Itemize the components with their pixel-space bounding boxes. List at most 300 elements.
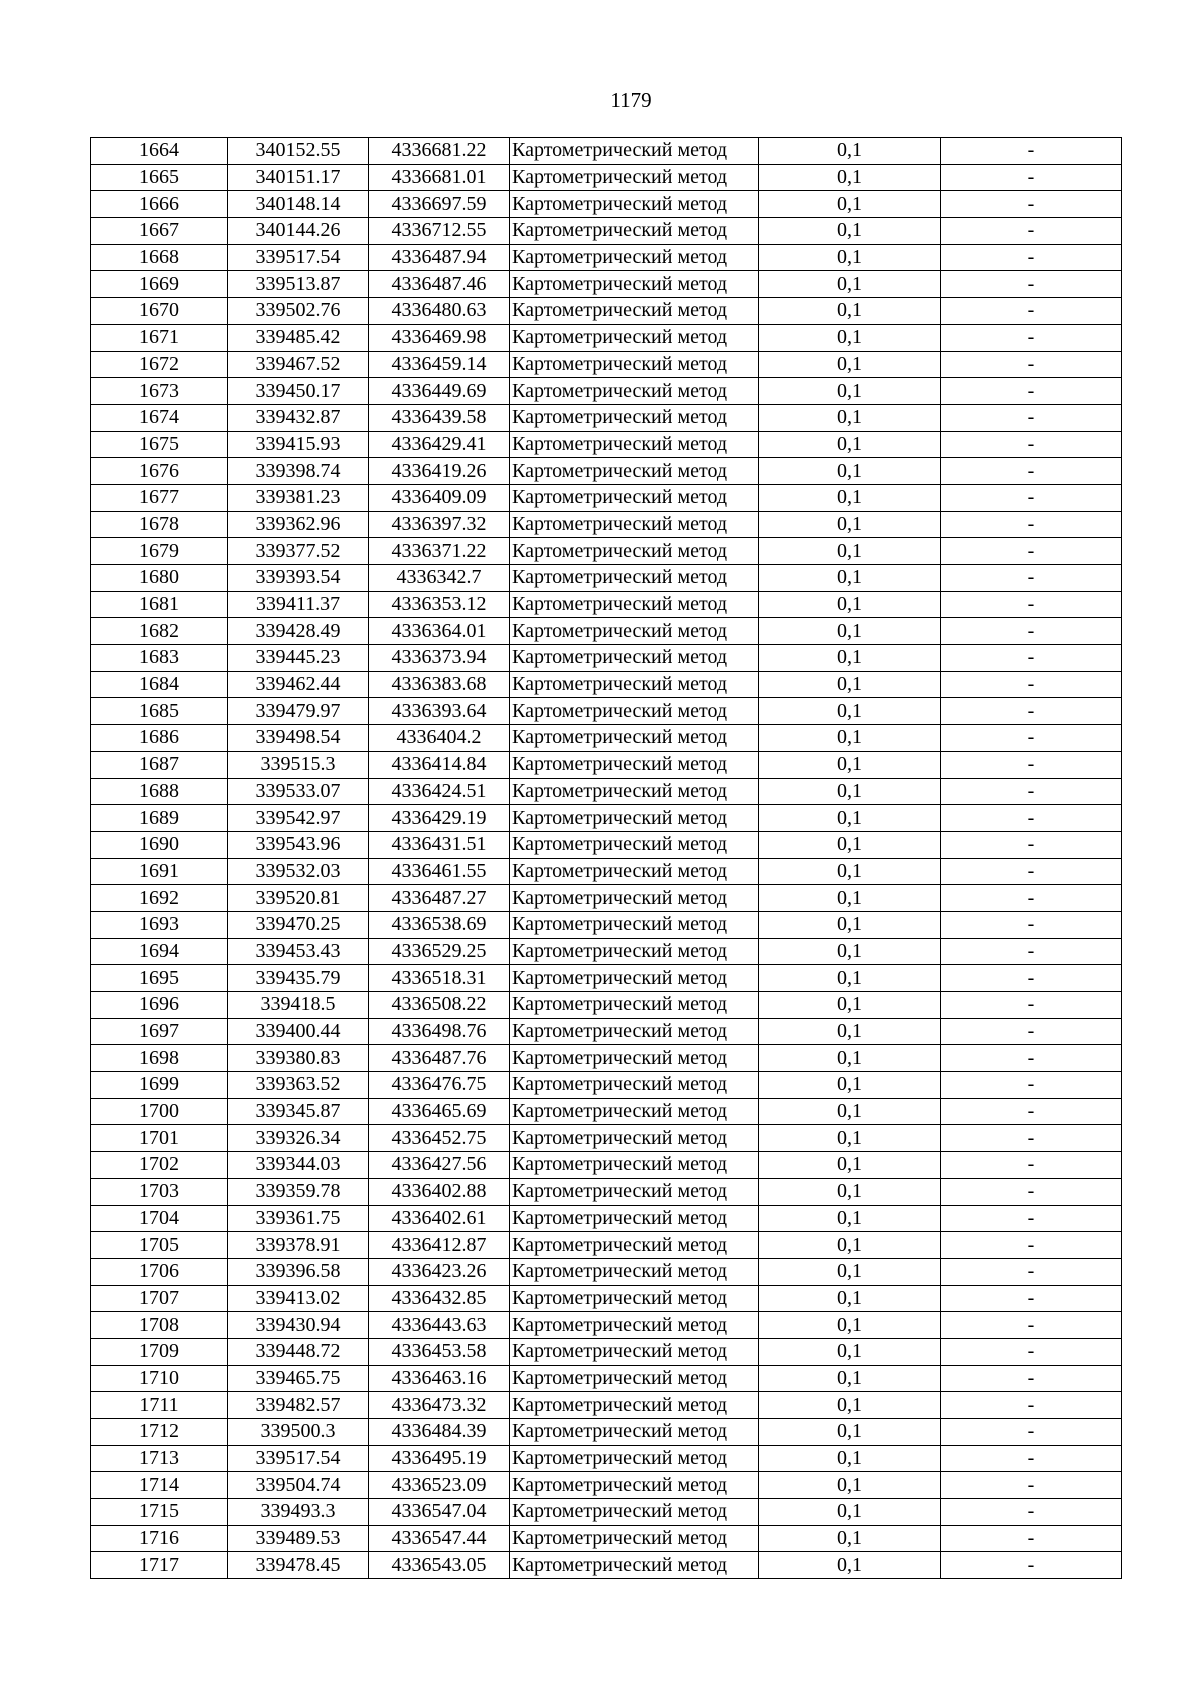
- point-number-cell: 1688: [91, 778, 228, 805]
- x-coordinate-cell: 339378.91: [228, 1232, 369, 1259]
- note-cell: -: [941, 271, 1122, 298]
- table-row: [91, 1205, 1122, 1232]
- accuracy-cell: 0,1: [759, 1072, 941, 1099]
- x-coordinate-cell: 339400.44: [228, 1018, 369, 1045]
- note-cell: -: [941, 351, 1122, 378]
- point-number-cell: 1712: [91, 1419, 228, 1446]
- table-row: [91, 1472, 1122, 1499]
- accuracy-cell: 0,1: [759, 831, 941, 858]
- table-row: [91, 1072, 1122, 1099]
- method-cell: Картометрический метод: [510, 565, 759, 592]
- x-coordinate-cell: 339361.75: [228, 1205, 369, 1232]
- point-number-cell: 1710: [91, 1365, 228, 1392]
- table-row: [91, 351, 1122, 378]
- accuracy-cell: 0,1: [759, 1365, 941, 1392]
- method-cell: Картометрический метод: [510, 218, 759, 245]
- note-cell: -: [941, 725, 1122, 752]
- table-row: [91, 1499, 1122, 1526]
- y-coordinate-cell: 4336429.41: [369, 431, 510, 458]
- method-cell: Картометрический метод: [510, 1365, 759, 1392]
- method-cell: Картометрический метод: [510, 431, 759, 458]
- point-number-cell: 1699: [91, 1072, 228, 1099]
- method-cell: Картометрический метод: [510, 1125, 759, 1152]
- method-cell: Картометрический метод: [510, 511, 759, 538]
- method-cell: Картометрический метод: [510, 911, 759, 938]
- point-number-cell: 1704: [91, 1205, 228, 1232]
- x-coordinate-cell: 339381.23: [228, 484, 369, 511]
- x-coordinate-cell: 339504.74: [228, 1472, 369, 1499]
- table-row: [91, 431, 1122, 458]
- y-coordinate-cell: 4336427.56: [369, 1152, 510, 1179]
- note-cell: -: [941, 1472, 1122, 1499]
- x-coordinate-cell: 340152.55: [228, 138, 369, 165]
- y-coordinate-cell: 4336449.69: [369, 378, 510, 405]
- y-coordinate-cell: 4336523.09: [369, 1472, 510, 1499]
- method-cell: Картометрический метод: [510, 1072, 759, 1099]
- note-cell: -: [941, 1525, 1122, 1552]
- accuracy-cell: 0,1: [759, 565, 941, 592]
- method-cell: Картометрический метод: [510, 484, 759, 511]
- point-number-cell: 1678: [91, 511, 228, 538]
- point-number-cell: 1706: [91, 1258, 228, 1285]
- accuracy-cell: 0,1: [759, 698, 941, 725]
- point-number-cell: 1675: [91, 431, 228, 458]
- point-number-cell: 1667: [91, 218, 228, 245]
- note-cell: -: [941, 191, 1122, 218]
- method-cell: Картометрический метод: [510, 1045, 759, 1072]
- y-coordinate-cell: 4336712.55: [369, 218, 510, 245]
- point-number-cell: 1664: [91, 138, 228, 165]
- x-coordinate-cell: 339435.79: [228, 965, 369, 992]
- y-coordinate-cell: 4336461.55: [369, 858, 510, 885]
- page-number: 1179: [610, 88, 652, 112]
- note-cell: -: [941, 164, 1122, 191]
- point-number-cell: 1701: [91, 1125, 228, 1152]
- point-number-cell: 1708: [91, 1312, 228, 1339]
- note-cell: -: [941, 1152, 1122, 1179]
- table-row: [91, 1285, 1122, 1312]
- point-number-cell: 1696: [91, 992, 228, 1019]
- note-cell: -: [941, 911, 1122, 938]
- x-coordinate-cell: 339363.52: [228, 1072, 369, 1099]
- note-cell: -: [941, 885, 1122, 912]
- note-cell: -: [941, 591, 1122, 618]
- accuracy-cell: 0,1: [759, 725, 941, 752]
- y-coordinate-cell: 4336459.14: [369, 351, 510, 378]
- x-coordinate-cell: 339498.54: [228, 725, 369, 752]
- table-row: [91, 698, 1122, 725]
- note-cell: -: [941, 484, 1122, 511]
- y-coordinate-cell: 4336371.22: [369, 538, 510, 565]
- method-cell: Картометрический метод: [510, 458, 759, 485]
- accuracy-cell: 0,1: [759, 191, 941, 218]
- method-cell: Картометрический метод: [510, 1338, 759, 1365]
- accuracy-cell: 0,1: [759, 1018, 941, 1045]
- method-cell: Картометрический метод: [510, 805, 759, 832]
- table-row: [91, 1365, 1122, 1392]
- method-cell: Картометрический метод: [510, 965, 759, 992]
- note-cell: -: [941, 805, 1122, 832]
- x-coordinate-cell: 340144.26: [228, 218, 369, 245]
- x-coordinate-cell: 339362.96: [228, 511, 369, 538]
- x-coordinate-cell: 339493.3: [228, 1499, 369, 1526]
- y-coordinate-cell: 4336469.98: [369, 324, 510, 351]
- note-cell: -: [941, 1312, 1122, 1339]
- accuracy-cell: 0,1: [759, 1125, 941, 1152]
- point-number-cell: 1666: [91, 191, 228, 218]
- x-coordinate-cell: 339450.17: [228, 378, 369, 405]
- note-cell: -: [941, 1258, 1122, 1285]
- y-coordinate-cell: 4336681.01: [369, 164, 510, 191]
- note-cell: -: [941, 858, 1122, 885]
- accuracy-cell: 0,1: [759, 324, 941, 351]
- method-cell: Картометрический метод: [510, 1312, 759, 1339]
- table-row: [91, 618, 1122, 645]
- point-number-cell: 1670: [91, 298, 228, 325]
- x-coordinate-cell: 339517.54: [228, 244, 369, 271]
- method-cell: Картометрический метод: [510, 1152, 759, 1179]
- x-coordinate-cell: 339479.97: [228, 698, 369, 725]
- note-cell: -: [941, 1178, 1122, 1205]
- point-number-cell: 1695: [91, 965, 228, 992]
- y-coordinate-cell: 4336412.87: [369, 1232, 510, 1259]
- point-number-cell: 1702: [91, 1152, 228, 1179]
- x-coordinate-cell: 339345.87: [228, 1098, 369, 1125]
- note-cell: -: [941, 511, 1122, 538]
- method-cell: Картометрический метод: [510, 778, 759, 805]
- accuracy-cell: 0,1: [759, 458, 941, 485]
- point-number-cell: 1680: [91, 565, 228, 592]
- accuracy-cell: 0,1: [759, 1205, 941, 1232]
- point-number-cell: 1707: [91, 1285, 228, 1312]
- accuracy-cell: 0,1: [759, 1178, 941, 1205]
- x-coordinate-cell: 339413.02: [228, 1285, 369, 1312]
- method-cell: Картометрический метод: [510, 271, 759, 298]
- table-row: [91, 1312, 1122, 1339]
- y-coordinate-cell: 4336453.58: [369, 1338, 510, 1365]
- x-coordinate-cell: 339465.75: [228, 1365, 369, 1392]
- y-coordinate-cell: 4336487.76: [369, 1045, 510, 1072]
- note-cell: -: [941, 1338, 1122, 1365]
- table-row: [91, 271, 1122, 298]
- method-cell: Картометрический метод: [510, 1472, 759, 1499]
- y-coordinate-cell: 4336452.75: [369, 1125, 510, 1152]
- table-row: [91, 1232, 1122, 1259]
- x-coordinate-cell: 339542.97: [228, 805, 369, 832]
- method-cell: Картометрический метод: [510, 351, 759, 378]
- x-coordinate-cell: 339543.96: [228, 831, 369, 858]
- table-row: [91, 805, 1122, 832]
- table-row: [91, 591, 1122, 618]
- note-cell: -: [941, 645, 1122, 672]
- x-coordinate-cell: 339533.07: [228, 778, 369, 805]
- point-number-cell: 1672: [91, 351, 228, 378]
- y-coordinate-cell: 4336429.19: [369, 805, 510, 832]
- accuracy-cell: 0,1: [759, 992, 941, 1019]
- note-cell: -: [941, 938, 1122, 965]
- table-row: [91, 1392, 1122, 1419]
- point-number-cell: 1713: [91, 1445, 228, 1472]
- x-coordinate-cell: 339432.87: [228, 404, 369, 431]
- x-coordinate-cell: 339467.52: [228, 351, 369, 378]
- x-coordinate-cell: 339500.3: [228, 1419, 369, 1446]
- table-row: [91, 671, 1122, 698]
- method-cell: Картометрический метод: [510, 618, 759, 645]
- note-cell: -: [941, 1072, 1122, 1099]
- y-coordinate-cell: 4336424.51: [369, 778, 510, 805]
- y-coordinate-cell: 4336473.32: [369, 1392, 510, 1419]
- y-coordinate-cell: 4336432.85: [369, 1285, 510, 1312]
- method-cell: Картометрический метод: [510, 751, 759, 778]
- note-cell: -: [941, 378, 1122, 405]
- y-coordinate-cell: 4336529.25: [369, 938, 510, 965]
- point-number-cell: 1717: [91, 1552, 228, 1579]
- method-cell: Картометрический метод: [510, 1232, 759, 1259]
- method-cell: Картометрический метод: [510, 591, 759, 618]
- accuracy-cell: 0,1: [759, 805, 941, 832]
- method-cell: Картометрический метод: [510, 1018, 759, 1045]
- x-coordinate-cell: 339398.74: [228, 458, 369, 485]
- method-cell: Картометрический метод: [510, 138, 759, 165]
- x-coordinate-cell: 339393.54: [228, 565, 369, 592]
- note-cell: -: [941, 1552, 1122, 1579]
- accuracy-cell: 0,1: [759, 591, 941, 618]
- x-coordinate-cell: 339428.49: [228, 618, 369, 645]
- accuracy-cell: 0,1: [759, 1419, 941, 1446]
- accuracy-cell: 0,1: [759, 751, 941, 778]
- y-coordinate-cell: 4336423.26: [369, 1258, 510, 1285]
- y-coordinate-cell: 4336419.26: [369, 458, 510, 485]
- note-cell: -: [941, 1285, 1122, 1312]
- method-cell: Картометрический метод: [510, 858, 759, 885]
- y-coordinate-cell: 4336476.75: [369, 1072, 510, 1099]
- point-number-cell: 1671: [91, 324, 228, 351]
- method-cell: Картометрический метод: [510, 725, 759, 752]
- y-coordinate-cell: 4336681.22: [369, 138, 510, 165]
- table-row: [91, 191, 1122, 218]
- point-number-cell: 1687: [91, 751, 228, 778]
- point-number-cell: 1669: [91, 271, 228, 298]
- y-coordinate-cell: 4336484.39: [369, 1419, 510, 1446]
- point-number-cell: 1691: [91, 858, 228, 885]
- method-cell: Картометрический метод: [510, 671, 759, 698]
- note-cell: -: [941, 992, 1122, 1019]
- x-coordinate-cell: 339520.81: [228, 885, 369, 912]
- point-number-cell: 1676: [91, 458, 228, 485]
- table-body: [91, 138, 1122, 1579]
- note-cell: -: [941, 618, 1122, 645]
- y-coordinate-cell: 4336402.88: [369, 1178, 510, 1205]
- note-cell: -: [941, 1018, 1122, 1045]
- point-number-cell: 1668: [91, 244, 228, 271]
- accuracy-cell: 0,1: [759, 645, 941, 672]
- accuracy-cell: 0,1: [759, 778, 941, 805]
- table-row: [91, 565, 1122, 592]
- y-coordinate-cell: 4336538.69: [369, 911, 510, 938]
- accuracy-cell: 0,1: [759, 1285, 941, 1312]
- x-coordinate-cell: 339470.25: [228, 911, 369, 938]
- method-cell: Картометрический метод: [510, 938, 759, 965]
- x-coordinate-cell: 339489.53: [228, 1525, 369, 1552]
- table-row: [91, 458, 1122, 485]
- point-number-cell: 1686: [91, 725, 228, 752]
- accuracy-cell: 0,1: [759, 911, 941, 938]
- y-coordinate-cell: 4336498.76: [369, 1018, 510, 1045]
- y-coordinate-cell: 4336487.94: [369, 244, 510, 271]
- table-row: [91, 218, 1122, 245]
- table-row: [91, 1552, 1122, 1579]
- accuracy-cell: 0,1: [759, 484, 941, 511]
- y-coordinate-cell: 4336443.63: [369, 1312, 510, 1339]
- table-row: [91, 404, 1122, 431]
- y-coordinate-cell: 4336495.19: [369, 1445, 510, 1472]
- x-coordinate-cell: 339377.52: [228, 538, 369, 565]
- point-number-cell: 1715: [91, 1499, 228, 1526]
- note-cell: -: [941, 671, 1122, 698]
- table-row: [91, 751, 1122, 778]
- method-cell: Картометрический метод: [510, 831, 759, 858]
- accuracy-cell: 0,1: [759, 1499, 941, 1526]
- method-cell: Картометрический метод: [510, 1525, 759, 1552]
- table-row: [91, 1525, 1122, 1552]
- point-number-cell: 1690: [91, 831, 228, 858]
- point-number-cell: 1698: [91, 1045, 228, 1072]
- note-cell: -: [941, 404, 1122, 431]
- table-row: [91, 965, 1122, 992]
- x-coordinate-cell: 339344.03: [228, 1152, 369, 1179]
- point-number-cell: 1692: [91, 885, 228, 912]
- table-row: [91, 511, 1122, 538]
- note-cell: -: [941, 1445, 1122, 1472]
- x-coordinate-cell: 339415.93: [228, 431, 369, 458]
- note-cell: -: [941, 1499, 1122, 1526]
- x-coordinate-cell: 340148.14: [228, 191, 369, 218]
- note-cell: -: [941, 218, 1122, 245]
- accuracy-cell: 0,1: [759, 138, 941, 165]
- table-row: [91, 1045, 1122, 1072]
- point-number-cell: 1679: [91, 538, 228, 565]
- y-coordinate-cell: 4336439.58: [369, 404, 510, 431]
- point-number-cell: 1700: [91, 1098, 228, 1125]
- y-coordinate-cell: 4336480.63: [369, 298, 510, 325]
- table-row: [91, 298, 1122, 325]
- note-cell: -: [941, 431, 1122, 458]
- table-row: [91, 992, 1122, 1019]
- x-coordinate-cell: 339513.87: [228, 271, 369, 298]
- method-cell: Картометрический метод: [510, 164, 759, 191]
- y-coordinate-cell: 4336547.44: [369, 1525, 510, 1552]
- accuracy-cell: 0,1: [759, 965, 941, 992]
- accuracy-cell: 0,1: [759, 1392, 941, 1419]
- x-coordinate-cell: 339396.58: [228, 1258, 369, 1285]
- x-coordinate-cell: 339478.45: [228, 1552, 369, 1579]
- method-cell: Картометрический метод: [510, 298, 759, 325]
- y-coordinate-cell: 4336518.31: [369, 965, 510, 992]
- point-number-cell: 1716: [91, 1525, 228, 1552]
- table-row: [91, 1125, 1122, 1152]
- method-cell: Картометрический метод: [510, 1258, 759, 1285]
- x-coordinate-cell: 339359.78: [228, 1178, 369, 1205]
- accuracy-cell: 0,1: [759, 1445, 941, 1472]
- point-number-cell: 1689: [91, 805, 228, 832]
- table-row: [91, 938, 1122, 965]
- method-cell: Картометрический метод: [510, 324, 759, 351]
- point-number-cell: 1673: [91, 378, 228, 405]
- accuracy-cell: 0,1: [759, 1232, 941, 1259]
- accuracy-cell: 0,1: [759, 1338, 941, 1365]
- accuracy-cell: 0,1: [759, 1045, 941, 1072]
- method-cell: Картометрический метод: [510, 1098, 759, 1125]
- y-coordinate-cell: 4336402.61: [369, 1205, 510, 1232]
- accuracy-cell: 0,1: [759, 1525, 941, 1552]
- y-coordinate-cell: 4336373.94: [369, 645, 510, 672]
- y-coordinate-cell: 4336393.64: [369, 698, 510, 725]
- point-number-cell: 1703: [91, 1178, 228, 1205]
- x-coordinate-cell: 339485.42: [228, 324, 369, 351]
- y-coordinate-cell: 4336547.04: [369, 1499, 510, 1526]
- method-cell: Картометрический метод: [510, 1392, 759, 1419]
- accuracy-cell: 0,1: [759, 271, 941, 298]
- method-cell: Картометрический метод: [510, 1419, 759, 1446]
- y-coordinate-cell: 4336353.12: [369, 591, 510, 618]
- note-cell: -: [941, 1419, 1122, 1446]
- method-cell: Картометрический метод: [510, 1499, 759, 1526]
- x-coordinate-cell: 340151.17: [228, 164, 369, 191]
- note-cell: -: [941, 965, 1122, 992]
- accuracy-cell: 0,1: [759, 511, 941, 538]
- point-number-cell: 1684: [91, 671, 228, 698]
- point-number-cell: 1711: [91, 1392, 228, 1419]
- point-number-cell: 1681: [91, 591, 228, 618]
- note-cell: -: [941, 778, 1122, 805]
- accuracy-cell: 0,1: [759, 1552, 941, 1579]
- note-cell: -: [941, 751, 1122, 778]
- point-number-cell: 1665: [91, 164, 228, 191]
- table-row: [91, 1258, 1122, 1285]
- accuracy-cell: 0,1: [759, 858, 941, 885]
- table-row: [91, 1018, 1122, 1045]
- x-coordinate-cell: 339482.57: [228, 1392, 369, 1419]
- point-number-cell: 1714: [91, 1472, 228, 1499]
- note-cell: -: [941, 244, 1122, 271]
- y-coordinate-cell: 4336697.59: [369, 191, 510, 218]
- table-row: [91, 1098, 1122, 1125]
- accuracy-cell: 0,1: [759, 431, 941, 458]
- y-coordinate-cell: 4336543.05: [369, 1552, 510, 1579]
- table-row: [91, 1152, 1122, 1179]
- method-cell: Картометрический метод: [510, 404, 759, 431]
- y-coordinate-cell: 4336342.7: [369, 565, 510, 592]
- table-row: [91, 164, 1122, 191]
- point-number-cell: 1674: [91, 404, 228, 431]
- table-row: [91, 484, 1122, 511]
- x-coordinate-cell: 339418.5: [228, 992, 369, 1019]
- method-cell: Картометрический метод: [510, 1552, 759, 1579]
- point-number-cell: 1685: [91, 698, 228, 725]
- method-cell: Картометрический метод: [510, 885, 759, 912]
- x-coordinate-cell: 339515.3: [228, 751, 369, 778]
- x-coordinate-cell: 339448.72: [228, 1338, 369, 1365]
- table-row: [91, 885, 1122, 912]
- accuracy-cell: 0,1: [759, 404, 941, 431]
- method-cell: Картометрический метод: [510, 538, 759, 565]
- accuracy-cell: 0,1: [759, 618, 941, 645]
- accuracy-cell: 0,1: [759, 538, 941, 565]
- y-coordinate-cell: 4336508.22: [369, 992, 510, 1019]
- point-number-cell: 1694: [91, 938, 228, 965]
- accuracy-cell: 0,1: [759, 244, 941, 271]
- y-coordinate-cell: 4336487.27: [369, 885, 510, 912]
